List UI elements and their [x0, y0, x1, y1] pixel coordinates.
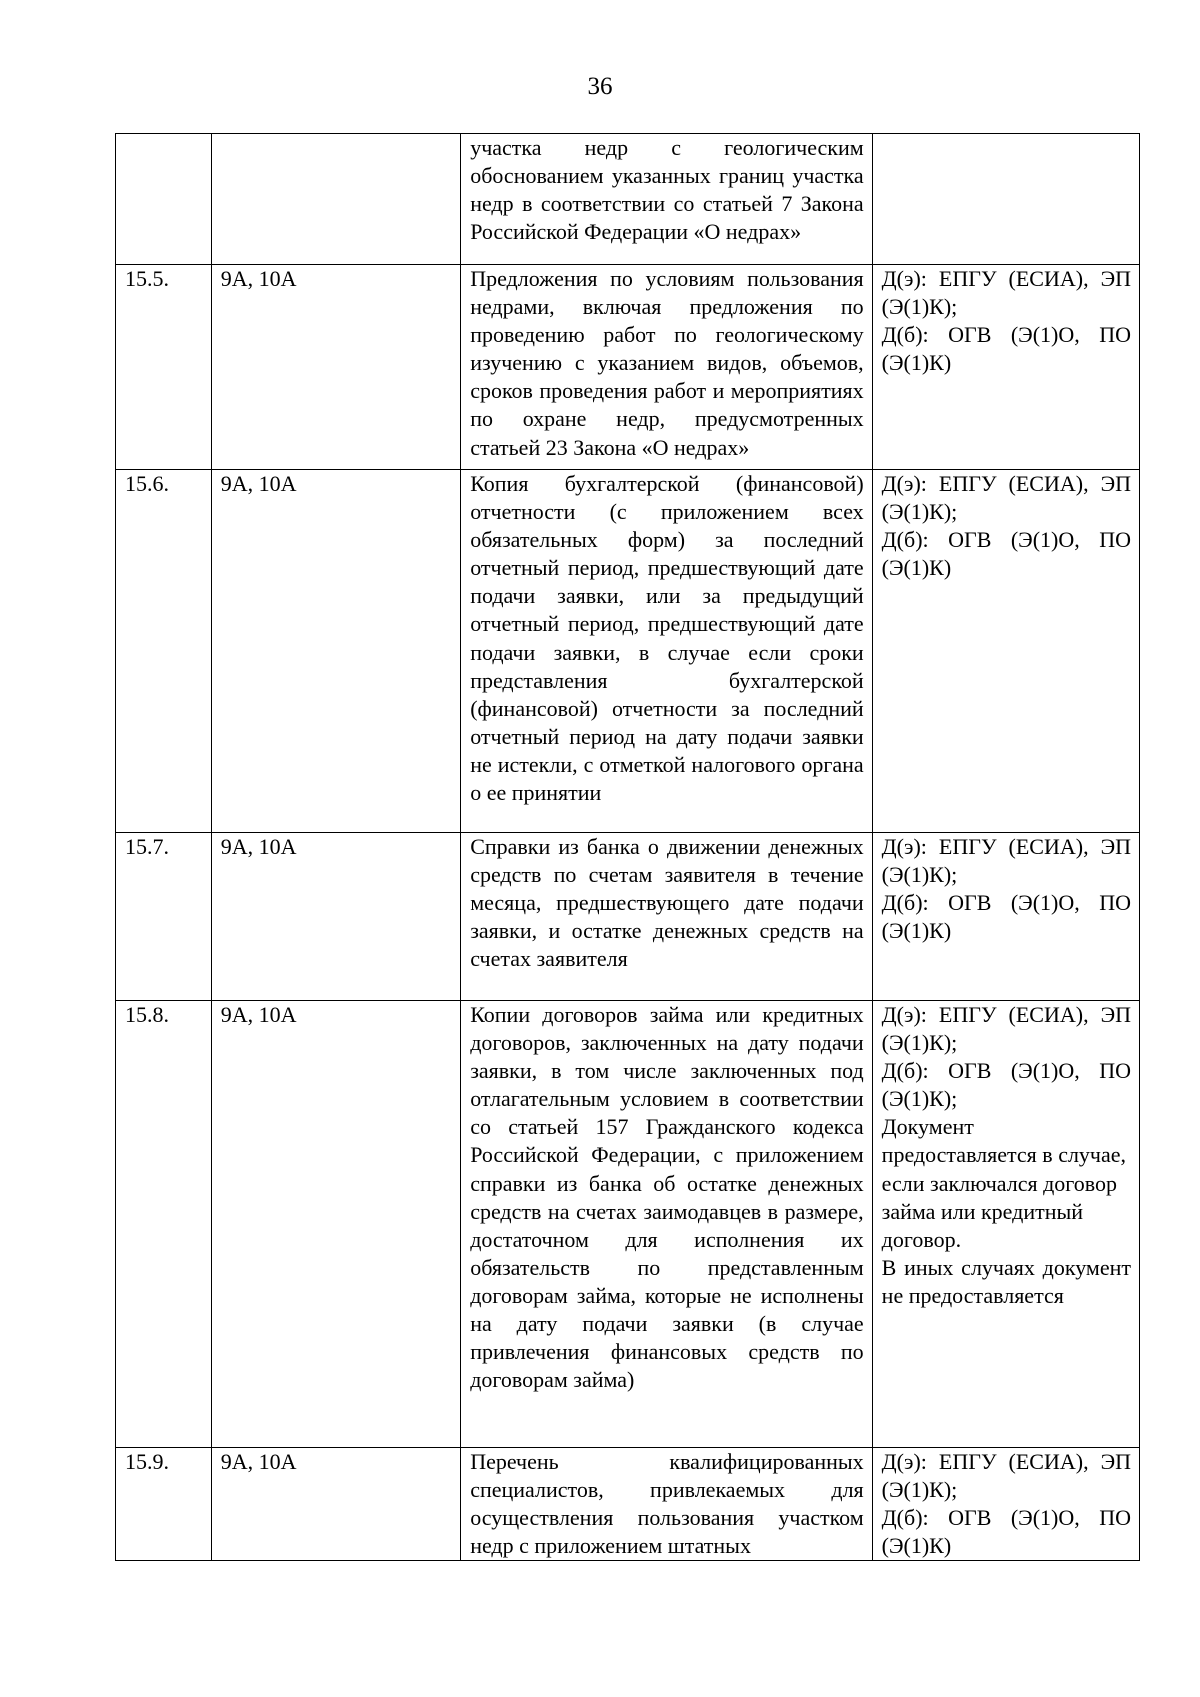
table-row — [116, 265, 1140, 470]
row-number-cell — [116, 134, 212, 265]
requirements-table — [115, 133, 1140, 1561]
row-number-cell: 15.6. — [116, 470, 212, 833]
note-line: Документ предоставляется в случае, если заключался договор займа или кредитный договор. — [881, 1114, 1127, 1252]
row-description-cell: Перечень квалифицированных специалистов, привлекаемых для осуществления пользования участком недр с приложением штатных — [461, 1448, 872, 1561]
source-line: Д(э): ЕПГУ (ЕСИА), ЭП (Э(1)К); — [881, 834, 1131, 888]
row-description-cell: участка недр с геологическим обоснованием указанных границ участка недр в соответствии со статьей 7 Закона Российской Федерации «О недрах» — [461, 134, 872, 265]
table-row — [116, 1001, 1140, 1448]
row-number-cell: 15.7. — [116, 833, 212, 1001]
table-row — [116, 1448, 1140, 1561]
row-number-cell: 15.5. — [116, 265, 212, 470]
row-sources-cell — [872, 470, 1139, 833]
row-number-cell: 15.8. — [116, 1001, 212, 1448]
table-row — [116, 134, 1140, 265]
source-line: Д(э): ЕПГУ (ЕСИА), ЭП (Э(1)К); — [881, 471, 1131, 525]
row-description-cell: Предложения по условиям пользования недрами, включая предложения по проведению работ по геологическому изучению с указанием видов, объемов, сроков проведения работ и мероприятиях по охране недр, предусмотренных статьей 23 Закона «О недрах» — [461, 265, 872, 470]
source-line: Д(б): ОГВ (Э(1)О, ПО (Э(1)К) — [881, 1505, 1131, 1559]
row-description-cell: Справки из банка о движении денежных средств по счетам заявителя в течение месяца, предшествующего дате подачи заявки, и остатке денежных средств на счетах заявителя — [461, 833, 872, 1001]
row-codes-cell: 9А, 10А — [211, 1001, 460, 1448]
source-line: Д(э): ЕПГУ (ЕСИА), ЭП (Э(1)К); — [881, 1449, 1131, 1503]
row-sources-cell — [872, 1001, 1139, 1448]
row-sources-cell — [872, 1448, 1139, 1561]
row-sources-cell — [872, 833, 1139, 1001]
row-sources-cell — [872, 265, 1139, 470]
row-number-cell: 15.9. — [116, 1448, 212, 1561]
row-codes-cell — [211, 134, 460, 265]
table-row — [116, 470, 1140, 833]
row-codes-cell: 9А, 10А — [211, 833, 460, 1001]
row-description-cell: Копия бухгалтерской (финансовой) отчетности (с приложением всех обязательных форм) за последний отчетный период, предшествующий дате подачи заявки, или за предыдущий отчетный период, предшествующий дате подачи заявки, в случае если сроки представления бухгалтерской (финансовой) отчетности за последний отчетный период на дату подачи заявки не истекли, с отметкой налогового органа о ее принятии — [461, 470, 872, 833]
row-description-cell: Копии договоров займа или кредитных договоров, заключенных на дату подачи заявки, в том числе заключенных под отлагательным условием в соответствии со статьей 157 Гражданского кодекса Российской Федерации, с приложением справки из банка об остатке денежных средств на счетах заимодавцев в размере, достаточном для исполнения их обязательств по представленным договорам займа, которые не исполнены на дату подачи заявки (в случае привлечения финансовых средств по договорам займа) — [461, 1001, 872, 1448]
source-line: Д(б): ОГВ (Э(1)О, ПО (Э(1)К) — [881, 890, 1131, 944]
source-line: Д(э): ЕПГУ (ЕСИА), ЭП (Э(1)К); — [881, 266, 1131, 320]
row-sources-cell — [872, 134, 1139, 265]
source-line: Д(б): ОГВ (Э(1)О, ПО (Э(1)К) — [881, 322, 1131, 376]
source-line: Д(б): ОГВ (Э(1)О, ПО (Э(1)К); — [881, 1058, 1131, 1112]
source-line: Д(э): ЕПГУ (ЕСИА), ЭП (Э(1)К); — [881, 1002, 1131, 1056]
row-codes-cell: 9А, 10А — [211, 470, 460, 833]
table-row — [116, 833, 1140, 1001]
note-line: В иных случаях документ не предоставляется — [881, 1254, 1131, 1308]
row-codes-cell: 9А, 10А — [211, 265, 460, 470]
source-line: Д(б): ОГВ (Э(1)О, ПО (Э(1)К) — [881, 527, 1131, 581]
row-codes-cell: 9А, 10А — [211, 1448, 460, 1561]
page-number: 36 — [587, 73, 613, 100]
